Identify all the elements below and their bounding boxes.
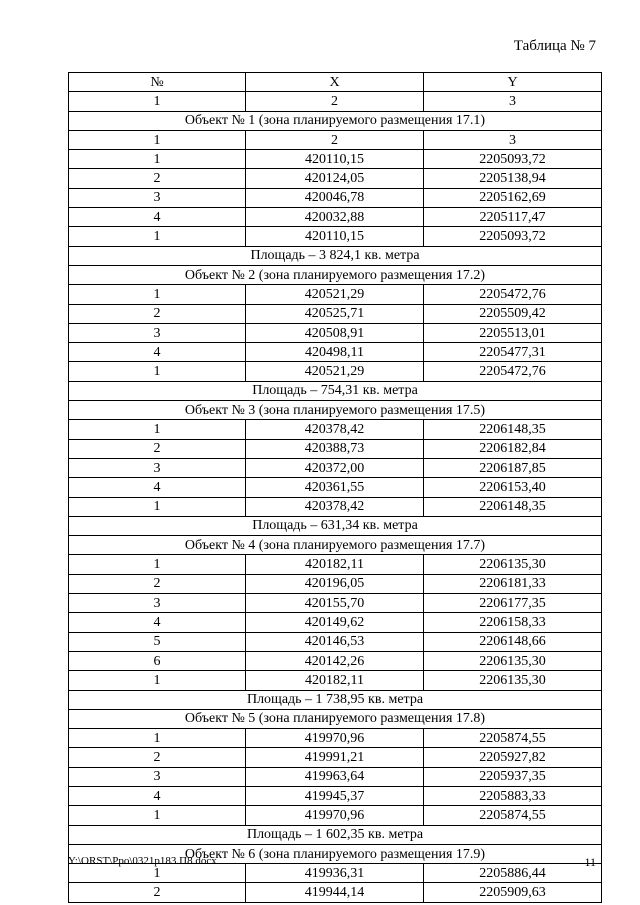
cell-x: 2: [246, 130, 424, 149]
cell-number: 3: [69, 594, 246, 613]
table-header: [69, 73, 602, 92]
cell-x: 420378,42: [246, 497, 424, 516]
cell-y: 2206177,35: [424, 594, 602, 613]
table-row: [69, 478, 602, 497]
table-row: [69, 806, 602, 825]
cell-number: 5: [69, 632, 246, 651]
cell-number: 1: [69, 497, 246, 516]
cell-y: 3: [424, 130, 602, 149]
cell-x: 420142,26: [246, 651, 424, 670]
cell-x: 419945,37: [246, 786, 424, 805]
cell-number: 1: [69, 130, 246, 149]
cell-y: 2205927,82: [424, 748, 602, 767]
cell-number: 1: [69, 671, 246, 690]
cell-number: 2: [69, 304, 246, 323]
object-heading: Объект № 4 (зона планируемого размещения 17.7): [69, 536, 602, 555]
cell-y: 2206187,85: [424, 458, 602, 477]
cell-x: 420521,29: [246, 285, 424, 304]
object-heading: Объект № 5 (зона планируемого размещения 17.8): [69, 709, 602, 728]
object-heading-row: [69, 111, 602, 130]
area-text: Площадь – 1 738,95 кв. метра: [69, 690, 602, 709]
cell-y: 2206135,30: [424, 671, 602, 690]
cell-y: 2205509,42: [424, 304, 602, 323]
cell-number: 3: [69, 767, 246, 786]
cell-x: 420032,88: [246, 208, 424, 227]
table-body: [69, 92, 602, 902]
cell-number: 1: [69, 285, 246, 304]
table-row: [69, 285, 602, 304]
object-heading-row: [69, 536, 602, 555]
cell-y: 2206135,30: [424, 555, 602, 574]
area-row: [69, 516, 602, 535]
area-text: Площадь – 3 824,1 кв. метра: [69, 246, 602, 265]
cell-number: 1: [69, 420, 246, 439]
cell-y: 2206153,40: [424, 478, 602, 497]
table-header-row: [69, 73, 602, 92]
cell-number: 2: [69, 169, 246, 188]
cell-number: 4: [69, 343, 246, 362]
cell-number: 2: [69, 748, 246, 767]
cell-x: 420110,15: [246, 227, 424, 246]
table-row: [69, 594, 602, 613]
cell-x: 419970,96: [246, 806, 424, 825]
table-row: [69, 497, 602, 516]
table-row: [69, 362, 602, 381]
table-row: [69, 632, 602, 651]
cell-number: 4: [69, 478, 246, 497]
cell-y: 2205162,69: [424, 188, 602, 207]
cell-y: 2205138,94: [424, 169, 602, 188]
area-text: Площадь – 1 602,35 кв. метра: [69, 825, 602, 844]
table-row: [69, 671, 602, 690]
cell-x: 420361,55: [246, 478, 424, 497]
cell-number: 1: [69, 806, 246, 825]
cell-x: 420508,91: [246, 323, 424, 342]
area-row: [69, 690, 602, 709]
header-number: №: [69, 73, 246, 92]
object-heading-row: [69, 709, 602, 728]
cell-x: 420155,70: [246, 594, 424, 613]
coordinates-table: [68, 72, 602, 903]
object-heading: Объект № 2 (зона планируемого размещения 17.2): [69, 265, 602, 284]
table-row: [69, 651, 602, 670]
table-row: [69, 729, 602, 748]
cell-x: 420110,15: [246, 150, 424, 169]
cell-number: 1: [69, 555, 246, 574]
table-row: [69, 227, 602, 246]
cell-x: 420146,53: [246, 632, 424, 651]
table-row: [69, 458, 602, 477]
cell-number: 6: [69, 651, 246, 670]
header-x: X: [246, 73, 424, 92]
cell-x: 420388,73: [246, 439, 424, 458]
table-row: [69, 188, 602, 207]
table-row: [69, 883, 602, 902]
cell-x: 420525,71: [246, 304, 424, 323]
table-row: [69, 420, 602, 439]
cell-y: 2205093,72: [424, 227, 602, 246]
table-row: [69, 767, 602, 786]
cell-number: 1: [69, 92, 246, 111]
cell-x: 420182,11: [246, 555, 424, 574]
cell-x: 419991,21: [246, 748, 424, 767]
table-row: [69, 150, 602, 169]
cell-y: 2205937,35: [424, 767, 602, 786]
cell-y: 3: [424, 92, 602, 111]
cell-y: 2205874,55: [424, 806, 602, 825]
cell-x: 420378,42: [246, 420, 424, 439]
table-row: [69, 130, 602, 149]
footer-file-path: Y:\ORST\Ppo\0321p183.П8.docx: [68, 855, 217, 867]
cell-y: 2205093,72: [424, 150, 602, 169]
cell-y: 2206148,66: [424, 632, 602, 651]
cell-number: 2: [69, 574, 246, 593]
object-heading: Объект № 3 (зона планируемого размещения 17.5): [69, 401, 602, 420]
area-text: Площадь – 754,31 кв. метра: [69, 381, 602, 400]
cell-number: 1: [69, 864, 246, 883]
cell-number: 4: [69, 613, 246, 632]
cell-y: 2206148,35: [424, 497, 602, 516]
table-row: [69, 304, 602, 323]
cell-number: 1: [69, 362, 246, 381]
table-row: [69, 323, 602, 342]
cell-x: 420124,05: [246, 169, 424, 188]
header-y: Y: [424, 73, 602, 92]
cell-number: 4: [69, 208, 246, 227]
area-row: [69, 825, 602, 844]
cell-x: 420182,11: [246, 671, 424, 690]
table-row: [69, 555, 602, 574]
cell-x: 419944,14: [246, 883, 424, 902]
object-heading: Объект № 6 (зона планируемого размещения 17.9): [69, 844, 602, 863]
object-heading-row: [69, 265, 602, 284]
cell-y: 2205874,55: [424, 729, 602, 748]
cell-number: 1: [69, 150, 246, 169]
cell-y: 2205117,47: [424, 208, 602, 227]
cell-x: 2: [246, 92, 424, 111]
table-row: [69, 613, 602, 632]
cell-y: 2205513,01: [424, 323, 602, 342]
table-row: [69, 343, 602, 362]
cell-number: 1: [69, 729, 246, 748]
cell-x: 420149,62: [246, 613, 424, 632]
cell-number: 2: [69, 439, 246, 458]
cell-y: 2206181,33: [424, 574, 602, 593]
cell-number: 4: [69, 786, 246, 805]
cell-number: 2: [69, 883, 246, 902]
area-row: [69, 246, 602, 265]
table-row: [69, 169, 602, 188]
object-heading-row: [69, 401, 602, 420]
cell-number: 3: [69, 188, 246, 207]
area-text: Площадь – 631,34 кв. метра: [69, 516, 602, 535]
table-row: [69, 92, 602, 111]
cell-y: 2205477,31: [424, 343, 602, 362]
cell-y: 2205886,44: [424, 864, 602, 883]
cell-x: 419970,96: [246, 729, 424, 748]
object-heading: Объект № 1 (зона планируемого размещения 17.1): [69, 111, 602, 130]
table-caption: Таблица № 7: [513, 38, 596, 54]
cell-y: 2206158,33: [424, 613, 602, 632]
cell-y: 2205472,76: [424, 362, 602, 381]
cell-y: 2205909,63: [424, 883, 602, 902]
table-row: [69, 208, 602, 227]
cell-x: 420521,29: [246, 362, 424, 381]
table-row: [69, 439, 602, 458]
cell-number: 3: [69, 458, 246, 477]
table-row: [69, 748, 602, 767]
page-number: 11: [584, 855, 596, 869]
cell-x: 420196,05: [246, 574, 424, 593]
cell-x: 420372,00: [246, 458, 424, 477]
cell-number: 1: [69, 227, 246, 246]
cell-x: 419936,31: [246, 864, 424, 883]
cell-x: 420498,11: [246, 343, 424, 362]
cell-number: 3: [69, 323, 246, 342]
cell-x: 420046,78: [246, 188, 424, 207]
cell-y: 2205883,33: [424, 786, 602, 805]
cell-y: 2205472,76: [424, 285, 602, 304]
cell-y: 2206182,84: [424, 439, 602, 458]
table-row: [69, 574, 602, 593]
cell-y: 2206148,35: [424, 420, 602, 439]
table-row: [69, 786, 602, 805]
cell-x: 419963,64: [246, 767, 424, 786]
cell-y: 2206135,30: [424, 651, 602, 670]
area-row: [69, 381, 602, 400]
